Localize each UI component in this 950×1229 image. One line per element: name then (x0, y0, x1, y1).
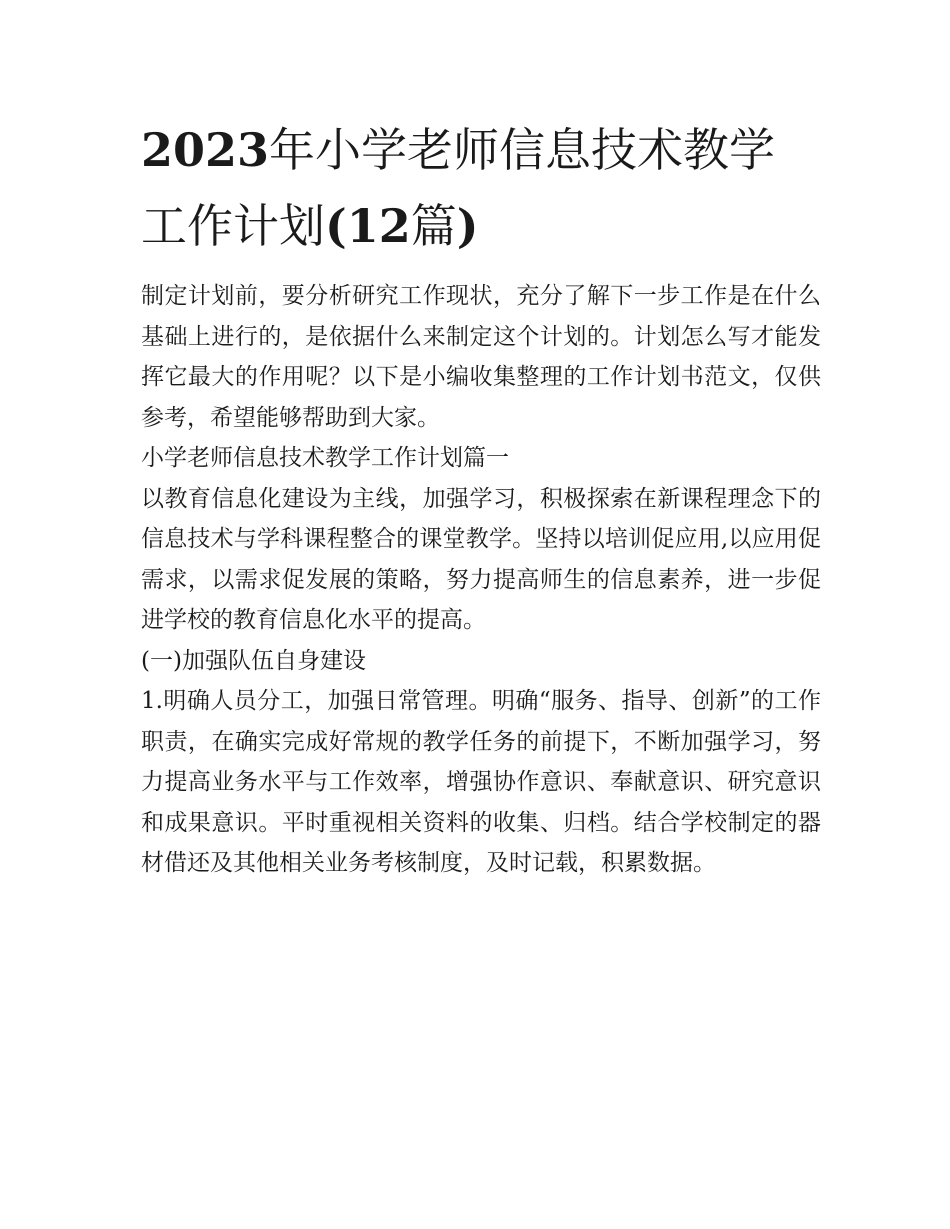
title-count-close: ) (456, 199, 479, 253)
subsection-heading-1: (一)加强队伍自身建设 (141, 647, 366, 674)
title-count-word: 篇 (410, 199, 457, 253)
title-count-open: (12 (325, 199, 411, 253)
document-body (141, 276, 821, 884)
section-heading-1: 小学老师信息技术教学工作计划篇一 (141, 445, 509, 471)
intro-paragraph: 制定计划前，要分析研究工作现状，充分了解下一步工作是在什么基础上进行的，是依据什么来制定这个计划的。计划怎么写才能发挥它最大的作用呢？以下是小编收集整理的工作计划书范文，仅供参考，希望能够帮助到大家。 (141, 283, 821, 431)
title-year: 2023 (141, 123, 270, 177)
document-title (141, 112, 821, 264)
body-paragraph-2: 1.明确人员分工，加强日常管理。明确“服务、指导、创新”的工作职责，在确实完成好常规的教学任务的前提下，不断加强学习，努力提高业务水平与工作效率，增强协作意识、奉献意识、研究意识和成果意识。平时重视相关资料的收集、归档。结合学校制定的器材借还及其他相关业务考核制度，及时记载，积累数据。 (141, 688, 821, 876)
title-main: 年小学老师信息技术教学工作计划 (141, 123, 776, 253)
document-page (141, 112, 821, 884)
body-paragraph-1: 以教育信息化建设为主线，加强学习，积极探索在新课程理念下的信息技术与学科课程整合的课堂教学。坚持以培训促应用,以应用促需求，以需求促发展的策略，努力提高师生的信息素养，进一步促进学校的教育信息化水平的提高。 (141, 485, 821, 633)
